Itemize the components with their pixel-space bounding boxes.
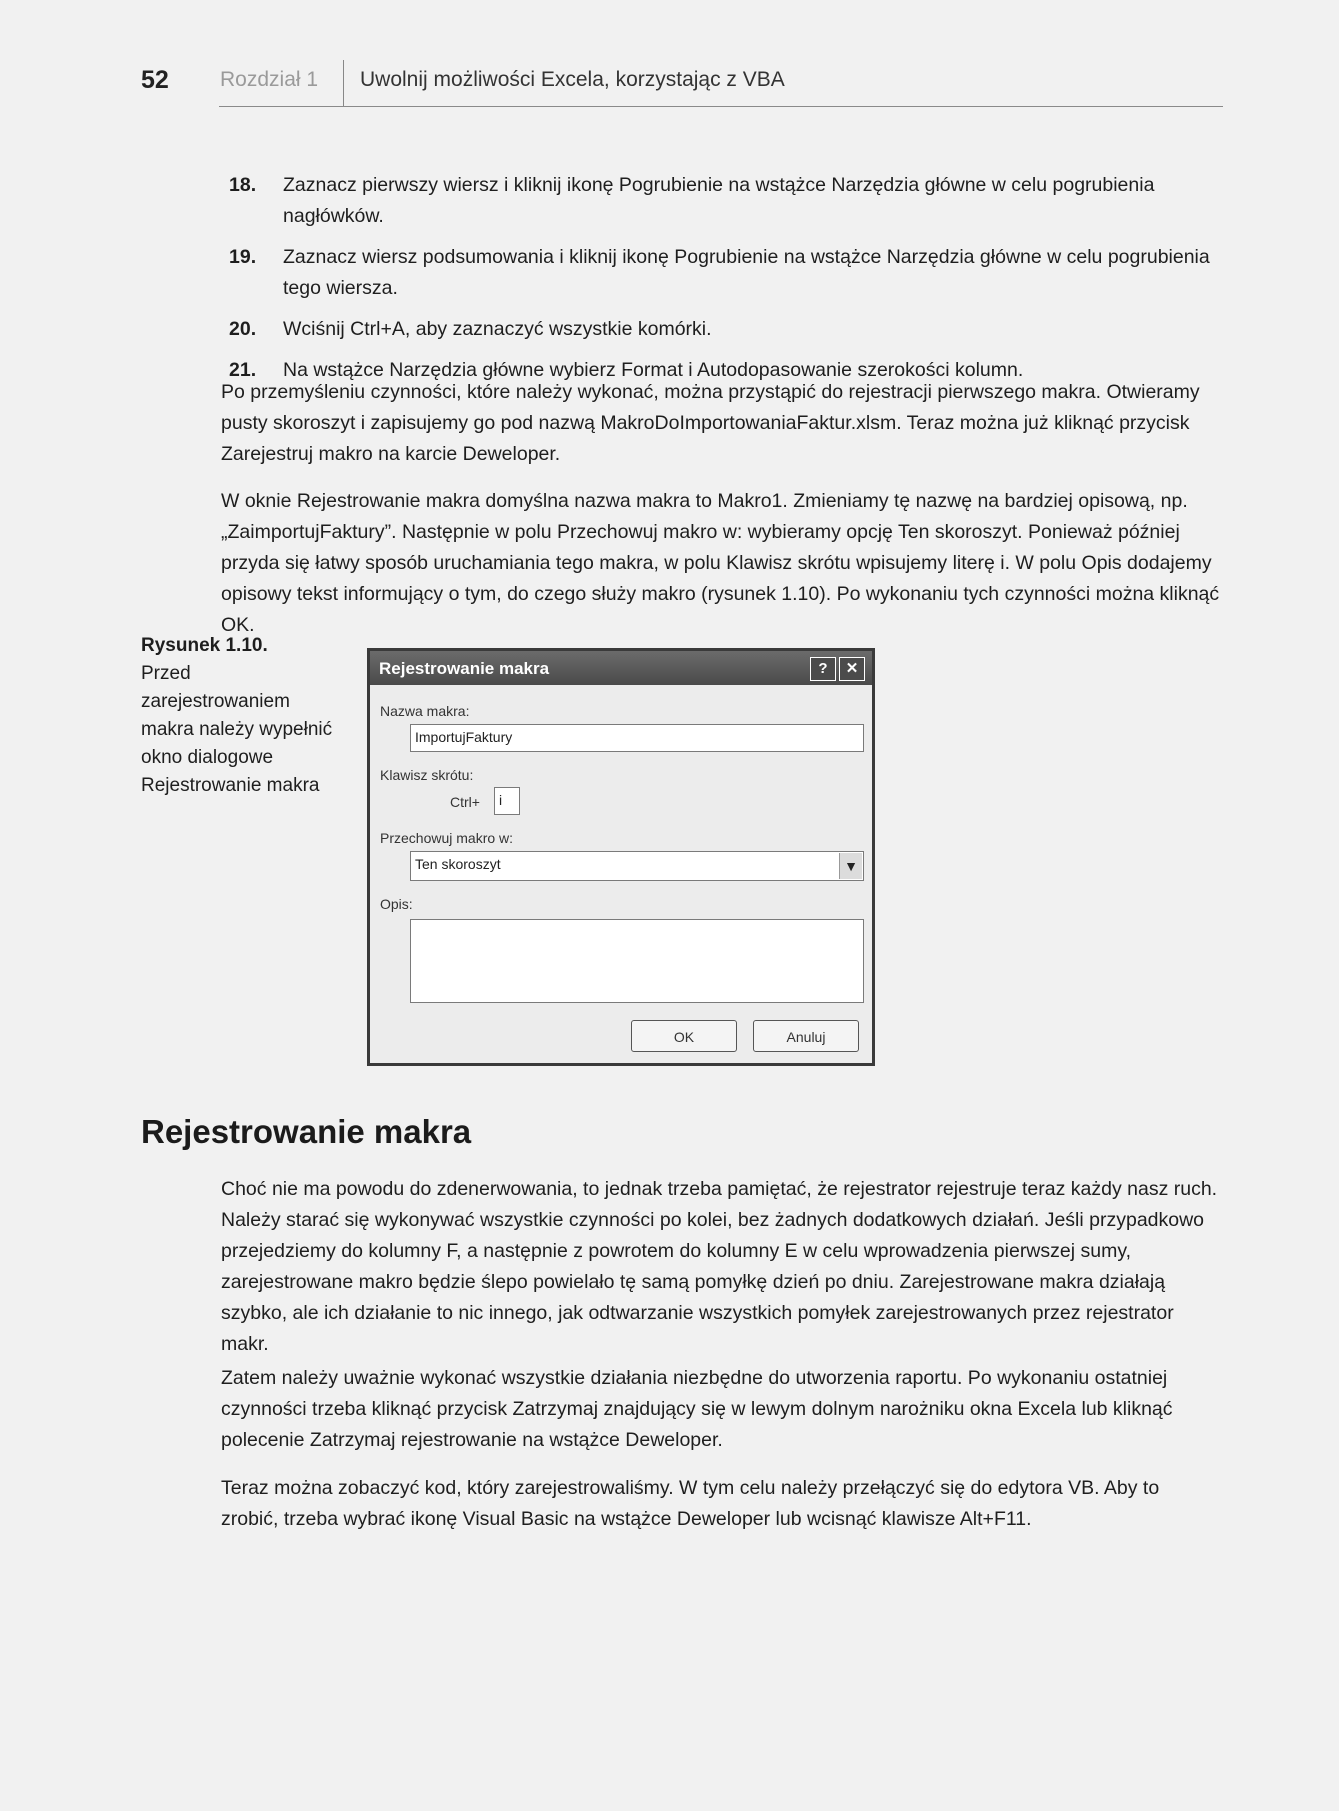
list-item — [219, 242, 1219, 304]
store-macro-label: Przechowuj makro w: — [380, 830, 514, 846]
chapter-label: Rozdział 1 — [220, 68, 319, 91]
header-separator — [343, 60, 344, 107]
figure-label: Rysunek 1.10. — [141, 635, 268, 656]
paragraph-recorder-warning: Choć nie ma powodu do zdenerwowania, to jednak trzeba pamiętać, że rejestrator rejestruje teraz każdy nasz ruch. Należy starać się wykonywać wszystkie czynności po kolei, bez żadnych dodatkowych działań. Jeśli przypadkowo przejedziemy do kolumny F, a następnie z powrotem do kolumny E w celu wprowadzenia pierwszej sumy, zarejestrowane makro będzie ślepo powielało tę samą pomyłkę dzień po dniu. Zarejestrowane makra działają szybko, ale ich działanie to nic innego, jak odtwarzanie wszystkich pomyłek zarejestrowanych przez rejestrator makr. — [221, 1178, 1218, 1355]
list-item — [219, 170, 1219, 232]
paragraph-intro: Po przemyśleniu czynności, które należy wykonać, można przystąpić do rejestracji pierwszego makra. Otwieramy pusty skoroszyt i zapisujemy go pod nazwą MakroDoImportowaniaFaktur.xlsm. Teraz można już kliknąć przycisk Zarejestruj makro na karcie Deweloper. — [221, 381, 1200, 465]
paragraph-dialog-instructions: W oknie Rejestrowanie makra domyślna nazwa makra to Makro1. Zmieniamy tę nazwę na bardziej opisową, np. „ZaimportujFaktury”. Następnie w polu Przechowuj makro w: wybieramy opcję Ten skoroszyt. Ponieważ później przyda się łatwy sposób uruchamiania tego makra, w polu Klawisz skrótu wpisujemy literę i. W polu Opis dodajemy opisowy tekst informujący o tym, do czego służy makro (rysunek 1.10). Po wykonaniu tych czynności można kliknąć OK. — [221, 490, 1220, 636]
page-header — [0, 0, 1339, 120]
close-button[interactable]: ✕ — [839, 657, 865, 681]
paragraph-vb-editor: Teraz można zobaczyć kod, który zarejestrowaliśmy. W tym celu należy przełączyć się do edytora VB. Aby to zrobić, trzeba wybrać ikonę Visual Basic na wstążce Deweloper lub wcisnąć klawisze Alt+F11. — [221, 1477, 1160, 1530]
dialog-title-bar[interactable] — [370, 651, 872, 685]
step-text: Zaznacz wiersz podsumowania i kliknij ikonę Pogrubienie na wstążce Narzędzia główne w celu pogrubienia tego wiersza. — [283, 246, 1210, 299]
steps-list — [219, 170, 1219, 396]
shortcut-key-input[interactable]: i — [494, 787, 520, 815]
ok-button[interactable]: OK — [631, 1020, 737, 1052]
description-label: Opis: — [380, 896, 413, 912]
book-title: Uwolnij możliwości Excela, korzystając z VBA — [360, 68, 785, 91]
chevron-down-icon[interactable]: ▼ — [839, 853, 862, 879]
step-text: Wciśnij Ctrl+A, aby zaznaczyć wszystkie komórki. — [283, 318, 712, 340]
record-macro-dialog — [367, 648, 875, 1066]
help-button[interactable]: ? — [810, 657, 836, 681]
macro-name-input[interactable]: ImportujFaktury — [410, 724, 864, 752]
macro-name-label: Nazwa makra: — [380, 703, 470, 719]
section-heading: Rejestrowanie makra — [141, 1113, 472, 1150]
step-number: 18. — [229, 174, 257, 196]
store-macro-select[interactable] — [410, 851, 864, 881]
figure-caption — [141, 632, 341, 800]
step-text: Na wstążce Narzędzia główne wybierz Format i Autodopasowanie szerokości kolumn. — [283, 359, 1024, 381]
dialog-title: Rejestrowanie makra — [379, 659, 550, 678]
figure-caption-text: Przed zarejestrowaniem makra należy wypełnić okno dialogowe Rejestrowanie makra — [141, 663, 333, 796]
list-item — [219, 314, 1219, 345]
store-macro-value: Ten skoroszyt — [415, 856, 501, 872]
step-text: Zaznacz pierwszy wiersz i kliknij ikonę Pogrubienie na wstążce Narzędzia główne w celu pogrubienia nagłówków. — [283, 174, 1155, 227]
step-number: 21. — [229, 359, 257, 381]
step-number: 19. — [229, 246, 257, 268]
paragraph-stop-recording: Zatem należy uważnie wykonać wszystkie działania niezbędne do utworzenia raportu. Po wykonaniu ostatniej czynności trzeba kliknąć przycisk Zatrzymaj znajdujący się w lewym dolnym narożniku okna Excela lub kliknąć polecenie Zatrzymaj rejestrowanie na wstążce Deweloper. — [221, 1367, 1173, 1451]
cancel-button[interactable]: Anuluj — [753, 1020, 859, 1052]
header-rule — [219, 106, 1223, 107]
step-number: 20. — [229, 318, 257, 340]
description-textarea[interactable] — [410, 919, 864, 1003]
shortcut-key-label: Klawisz skrótu: — [380, 767, 474, 783]
ctrl-prefix-label: Ctrl+ — [450, 794, 480, 810]
page-number: 52 — [141, 66, 169, 94]
